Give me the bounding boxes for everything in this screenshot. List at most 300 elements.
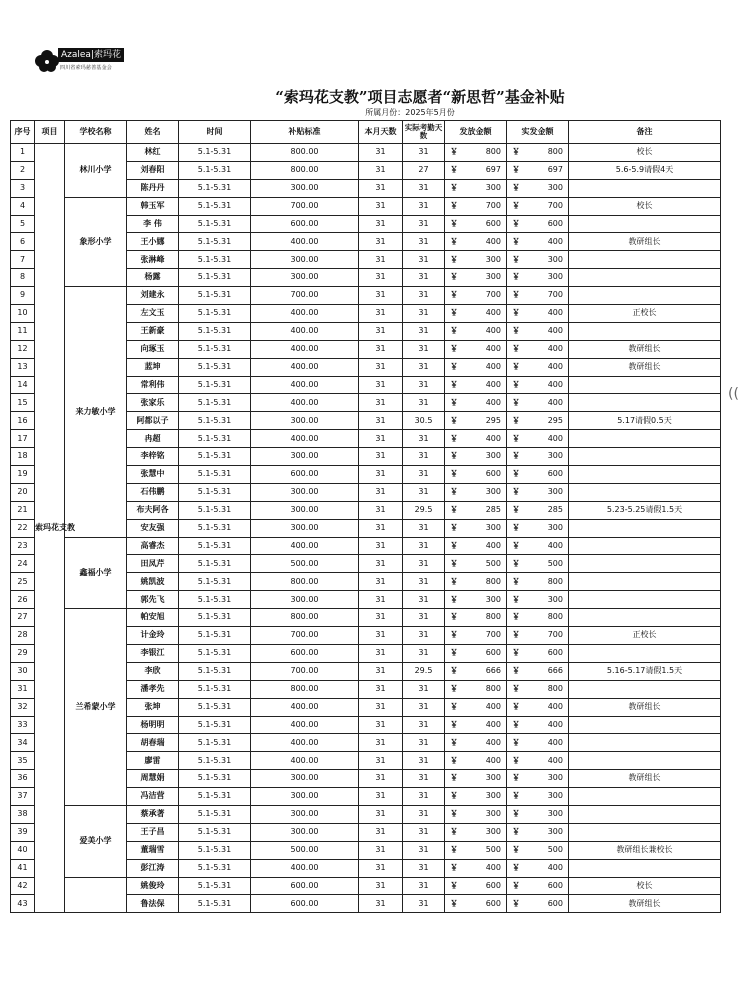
cell-paid-value: 300 [547,272,563,282]
cell-note [569,609,721,627]
cell-payable [445,662,507,680]
cell-month-days: 31 [359,734,403,752]
cell-payable [445,215,507,233]
cell-month-days: 31 [359,340,403,358]
cell-payable-value: 300 [485,827,501,837]
cell-paid [507,161,569,179]
cell-actual-days: 31 [403,644,445,662]
cell-note: 校长 [569,197,721,215]
cell-name: 董瑞雪 [127,841,179,859]
currency-symbol: ￥ [512,272,520,282]
cell-actual-days: 31 [403,716,445,734]
cell-name: 刘建永 [127,287,179,305]
currency-symbol: ￥ [450,326,458,336]
currency-symbol: ￥ [512,666,520,676]
cell-payable-value: 400 [485,361,501,371]
cell-note [569,734,721,752]
cell-month-days: 31 [359,609,403,627]
cell-name: 张淋峰 [127,251,179,269]
cell-paid [507,215,569,233]
cell-name: 左文玉 [127,305,179,323]
cell-payable [445,895,507,913]
cell-note [569,573,721,591]
cell-time: 5.1-5.31 [179,466,251,484]
cell-payable [445,519,507,537]
cell-payable-value: 400 [485,236,501,246]
cell-payable [445,179,507,197]
currency-symbol: ￥ [450,379,458,389]
cell-month-days: 31 [359,161,403,179]
currency-symbol: ￥ [512,898,520,908]
cell-actual-days: 31 [403,394,445,412]
cell-payable [445,752,507,770]
cell-paid-value: 300 [547,522,563,532]
currency-symbol: ￥ [450,701,458,711]
cell-month-days: 31 [359,448,403,466]
cell-paid-value: 700 [547,630,563,640]
cell-standard: 700.00 [251,627,359,645]
currency-symbol: ￥ [512,648,520,658]
cell-seq: 24 [11,555,35,573]
cell-paid-value: 697 [547,165,563,175]
cell-paid-value: 400 [547,862,563,872]
cell-note: 教研组长 [569,895,721,913]
cell-time: 5.1-5.31 [179,376,251,394]
cell-paid-value: 700 [547,290,563,300]
cell-seq: 36 [11,770,35,788]
cell-seq: 6 [11,233,35,251]
cell-paid [507,340,569,358]
cell-name: 陈丹丹 [127,179,179,197]
cell-paid-value: 400 [547,308,563,318]
cell-name: 王新豪 [127,322,179,340]
cell-payable [445,573,507,591]
cell-paid [507,591,569,609]
cell-seq: 5 [11,215,35,233]
cell-payable-value: 300 [485,773,501,783]
cell-name: 姚俊玲 [127,877,179,895]
currency-symbol: ￥ [450,236,458,246]
cell-paid-value: 400 [547,433,563,443]
cell-seq: 26 [11,591,35,609]
cell-paid [507,394,569,412]
cell-name: 周慧娟 [127,770,179,788]
cell-standard: 500.00 [251,841,359,859]
cell-time: 5.1-5.31 [179,287,251,305]
cell-actual-days: 31 [403,430,445,448]
cell-actual-days: 31 [403,859,445,877]
cell-paid [507,466,569,484]
cell-school: 爱美小学 [65,805,127,877]
cell-paid-value: 300 [547,487,563,497]
currency-symbol: ￥ [450,844,458,854]
cell-payable [445,251,507,269]
cell-time: 5.1-5.31 [179,555,251,573]
cell-month-days: 31 [359,466,403,484]
subsidy-table [10,120,721,913]
cell-paid [507,501,569,519]
cell-month-days: 31 [359,537,403,555]
cell-standard: 400.00 [251,322,359,340]
cell-time: 5.1-5.31 [179,340,251,358]
cell-paid [507,752,569,770]
currency-symbol: ￥ [512,522,520,532]
cell-payable [445,430,507,448]
cell-standard: 700.00 [251,662,359,680]
cell-paid [507,233,569,251]
cell-paid-value: 800 [547,576,563,586]
cell-payable-value: 800 [485,147,501,157]
cell-paid-value: 666 [547,666,563,676]
currency-symbol: ￥ [512,308,520,318]
cell-payable [445,376,507,394]
cell-payable-value: 600 [485,898,501,908]
cell-payable [445,841,507,859]
cell-seq: 22 [11,519,35,537]
currency-symbol: ￥ [450,558,458,568]
currency-symbol: ￥ [450,165,458,175]
cell-paid [507,805,569,823]
cell-paid-value: 400 [547,397,563,407]
currency-symbol: ￥ [512,290,520,300]
cell-seq: 23 [11,537,35,555]
table-row [11,877,721,895]
cell-time: 5.1-5.31 [179,877,251,895]
cell-actual-days: 31 [403,340,445,358]
cell-seq: 9 [11,287,35,305]
currency-symbol: ￥ [512,701,520,711]
cell-note: 教研组长 [569,340,721,358]
cell-school [65,877,127,913]
currency-symbol: ￥ [512,487,520,497]
cell-month-days: 31 [359,519,403,537]
cell-note [569,394,721,412]
cell-standard: 700.00 [251,287,359,305]
cell-actual-days: 31 [403,555,445,573]
logo-subtitle: 四川省索玛慈善基金会 [60,65,113,71]
cell-payable-value: 800 [485,683,501,693]
cell-paid-value: 300 [547,809,563,819]
cell-payable [445,823,507,841]
cell-note [569,752,721,770]
cell-payable [445,305,507,323]
cell-name: 张坤 [127,698,179,716]
cell-standard: 800.00 [251,573,359,591]
cell-standard: 600.00 [251,466,359,484]
cell-payable [445,770,507,788]
cell-actual-days: 31 [403,591,445,609]
cell-standard: 300.00 [251,448,359,466]
cell-month-days: 31 [359,680,403,698]
cell-payable [445,788,507,806]
cell-time: 5.1-5.31 [179,770,251,788]
cell-paid-value: 500 [547,844,563,854]
cell-payable-value: 400 [485,540,501,550]
cell-note [569,376,721,394]
cell-note [569,680,721,698]
cell-actual-days: 31 [403,305,445,323]
cell-paid [507,609,569,627]
cell-standard: 400.00 [251,752,359,770]
cell-school: 来力敏小学 [65,287,127,537]
currency-symbol: ￥ [512,719,520,729]
cell-seq: 12 [11,340,35,358]
cell-payable-value: 300 [485,451,501,461]
cell-name: 郭先飞 [127,591,179,609]
cell-actual-days: 27 [403,161,445,179]
cell-paid-value: 300 [547,183,563,193]
cell-standard: 800.00 [251,161,359,179]
cell-seq: 34 [11,734,35,752]
cell-paid [507,376,569,394]
cell-time: 5.1-5.31 [179,430,251,448]
cell-payable [445,805,507,823]
cell-paid [507,823,569,841]
cell-seq: 16 [11,412,35,430]
currency-symbol: ￥ [512,505,520,515]
cell-month-days: 31 [359,430,403,448]
cell-month-days: 31 [359,215,403,233]
document-month: 所属月份：2025年5月份 [365,108,455,117]
currency-symbol: ￥ [450,522,458,532]
cell-seq: 3 [11,179,35,197]
cell-standard: 300.00 [251,591,359,609]
cell-name: 张慧中 [127,466,179,484]
cell-name: 潘孝先 [127,680,179,698]
currency-symbol: ￥ [512,809,520,819]
cell-note [569,555,721,573]
cell-seq: 14 [11,376,35,394]
table-header-row [11,121,721,144]
cell-paid [507,305,569,323]
cell-time: 5.1-5.31 [179,823,251,841]
cell-actual-days: 31 [403,215,445,233]
cell-time: 5.1-5.31 [179,841,251,859]
cell-payable [445,340,507,358]
cell-paid-value: 700 [547,200,563,210]
currency-symbol: ￥ [512,844,520,854]
cell-payable-value: 800 [485,576,501,586]
cell-standard: 300.00 [251,251,359,269]
cell-actual-days: 31 [403,627,445,645]
cell-seq: 29 [11,644,35,662]
cell-actual-days: 31 [403,269,445,287]
cell-time: 5.1-5.31 [179,197,251,215]
currency-symbol: ￥ [512,630,520,640]
cell-actual-days: 31 [403,322,445,340]
cell-paid [507,716,569,734]
cell-paid [507,358,569,376]
header-seq: 序号 [11,121,35,144]
cell-payable-value: 300 [485,272,501,282]
cell-note [569,448,721,466]
table-row [11,197,721,215]
document-title: “索玛花支教”项目志愿者“新思哲”基金补贴 [275,88,565,106]
currency-symbol: ￥ [450,827,458,837]
cell-standard: 300.00 [251,823,359,841]
currency-symbol: ￥ [450,540,458,550]
cell-paid [507,251,569,269]
currency-symbol: ￥ [512,183,520,193]
cell-seq: 30 [11,662,35,680]
cell-paid [507,322,569,340]
cell-paid-value: 600 [547,469,563,479]
header-time: 时间 [179,121,251,144]
cell-payable-value: 295 [485,415,501,425]
cell-seq: 31 [11,680,35,698]
cell-name: 田凤芹 [127,555,179,573]
cell-paid [507,644,569,662]
cell-month-days: 31 [359,591,403,609]
currency-symbol: ￥ [450,451,458,461]
currency-symbol: ￥ [450,344,458,354]
cell-name: 李梓铭 [127,448,179,466]
cell-month-days: 31 [359,788,403,806]
currency-symbol: ￥ [450,272,458,282]
cell-payable-value: 600 [485,218,501,228]
cell-payable-value: 600 [485,880,501,890]
cell-standard: 300.00 [251,805,359,823]
currency-symbol: ￥ [512,254,520,264]
cell-time: 5.1-5.31 [179,734,251,752]
cell-name: 彭江涛 [127,859,179,877]
cell-seq: 20 [11,483,35,501]
cell-time: 5.1-5.31 [179,144,251,162]
cell-seq: 40 [11,841,35,859]
cell-payable [445,412,507,430]
cell-name: 王子昌 [127,823,179,841]
cell-month-days: 31 [359,287,403,305]
currency-symbol: ￥ [512,361,520,371]
currency-symbol: ￥ [512,683,520,693]
cell-paid [507,841,569,859]
table-row [11,144,721,162]
cell-seq: 8 [11,269,35,287]
cell-month-days: 31 [359,823,403,841]
cell-payable [445,161,507,179]
currency-symbol: ￥ [450,880,458,890]
cell-name: 向琢玉 [127,340,179,358]
currency-symbol: ￥ [450,254,458,264]
table-row [11,805,721,823]
cell-note: 教研组长 [569,770,721,788]
cell-standard: 400.00 [251,698,359,716]
cell-school: 鑫福小学 [65,537,127,609]
cell-paid-value: 500 [547,558,563,568]
cell-payable-value: 300 [485,809,501,819]
currency-symbol: ￥ [512,827,520,837]
currency-symbol: ￥ [450,630,458,640]
cell-payable [445,716,507,734]
cell-time: 5.1-5.31 [179,537,251,555]
cell-standard: 800.00 [251,609,359,627]
currency-symbol: ￥ [512,344,520,354]
cell-standard: 300.00 [251,412,359,430]
cell-paid [507,144,569,162]
cell-standard: 400.00 [251,305,359,323]
cell-payable-value: 700 [485,200,501,210]
cell-payable [445,537,507,555]
cell-seq: 38 [11,805,35,823]
cell-time: 5.1-5.31 [179,644,251,662]
cell-name: 安友强 [127,519,179,537]
cell-month-days: 31 [359,394,403,412]
cell-note: 5.16-5.17请假1.5天 [569,662,721,680]
cell-school: 象形小学 [65,197,127,286]
currency-symbol: ￥ [512,433,520,443]
cell-standard: 400.00 [251,394,359,412]
cell-payable-value: 700 [485,290,501,300]
cell-month-days: 31 [359,483,403,501]
cell-name: 鲁法保 [127,895,179,913]
cell-month-days: 31 [359,376,403,394]
cell-actual-days: 31 [403,251,445,269]
cell-standard: 700.00 [251,197,359,215]
header-name: 姓名 [127,121,179,144]
currency-symbol: ￥ [450,397,458,407]
cell-seq: 43 [11,895,35,913]
cell-payable [445,877,507,895]
cell-name: 李银江 [127,644,179,662]
cell-seq: 2 [11,161,35,179]
cell-seq: 17 [11,430,35,448]
cell-note: 校长 [569,144,721,162]
cell-month-days: 31 [359,644,403,662]
cell-actual-days: 31 [403,805,445,823]
currency-symbol: ￥ [512,200,520,210]
cell-month-days: 31 [359,233,403,251]
cell-month-days: 31 [359,269,403,287]
cell-note [569,269,721,287]
cell-seq: 15 [11,394,35,412]
cell-name: 刘春阳 [127,161,179,179]
cell-name: 布夫阿各 [127,501,179,519]
cell-time: 5.1-5.31 [179,662,251,680]
cell-payable [445,144,507,162]
cell-month-days: 31 [359,841,403,859]
header-project: 项目 [35,121,65,144]
cell-actual-days: 31 [403,698,445,716]
cell-payable-value: 400 [485,344,501,354]
cell-actual-days: 31 [403,770,445,788]
currency-symbol: ￥ [450,200,458,210]
cell-actual-days: 31 [403,448,445,466]
cell-name: 冯洁营 [127,788,179,806]
cell-time: 5.1-5.31 [179,179,251,197]
cell-payable [445,591,507,609]
currency-symbol: ￥ [450,612,458,622]
cell-actual-days: 31 [403,680,445,698]
currency-symbol: ￥ [450,898,458,908]
cell-paid-value: 300 [547,254,563,264]
cell-time: 5.1-5.31 [179,394,251,412]
cell-month-days: 31 [359,877,403,895]
cell-name: 杨明明 [127,716,179,734]
cell-name: 阿都以子 [127,412,179,430]
cell-month-days: 31 [359,752,403,770]
cell-standard: 300.00 [251,483,359,501]
cell-payable-value: 400 [485,379,501,389]
cell-paid [507,680,569,698]
cell-name: 姚凯波 [127,573,179,591]
cell-paid [507,197,569,215]
cell-paid [507,770,569,788]
cell-time: 5.1-5.31 [179,483,251,501]
cell-paid-value: 400 [547,540,563,550]
cell-note: 教研组长 [569,698,721,716]
cell-paid [507,734,569,752]
cell-month-days: 31 [359,770,403,788]
